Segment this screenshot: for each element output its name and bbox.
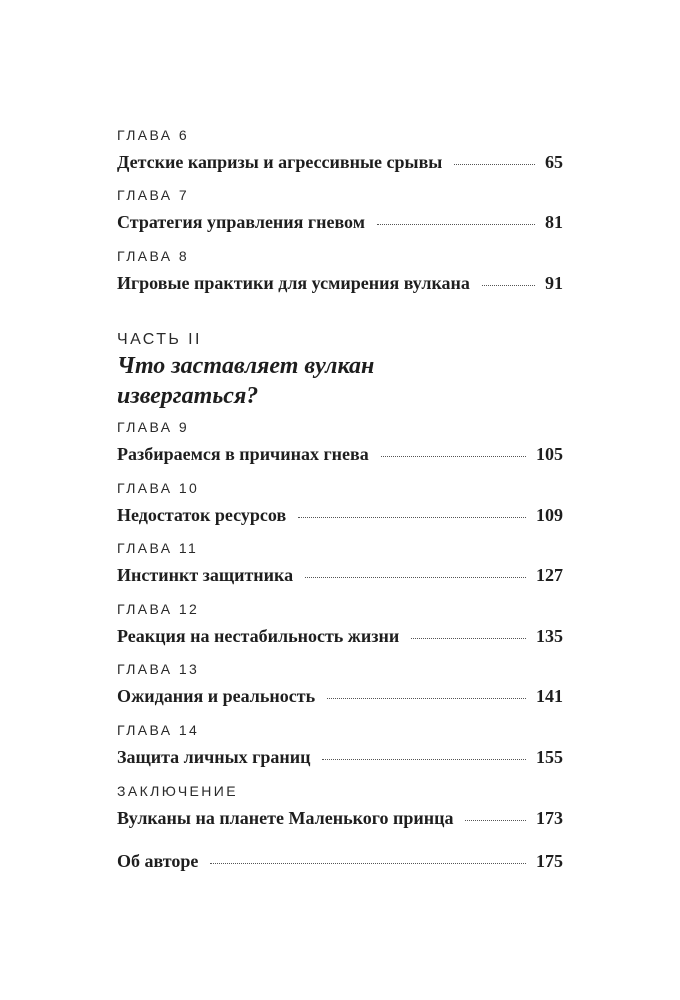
- toc-entry-chapter-12[interactable]: [117, 601, 563, 647]
- dot-leader: [210, 862, 526, 864]
- dot-leader: [305, 576, 526, 578]
- chapter-label: ГЛАВА 9: [117, 419, 190, 435]
- chapter-title: Недостаток ресурсов: [117, 505, 287, 525]
- part-label: ЧАСТЬ II: [117, 331, 202, 348]
- toc-part-2[interactable]: [117, 331, 563, 411]
- page-number: 109: [536, 505, 563, 525]
- toc-entry-chapter-10[interactable]: [117, 480, 563, 526]
- toc-entry-conclusion[interactable]: [117, 783, 563, 829]
- dot-leader: [381, 455, 526, 457]
- toc-entry-chapter-9[interactable]: [117, 419, 563, 465]
- chapter-label: ГЛАВА 12: [117, 601, 200, 617]
- dot-leader: [377, 223, 535, 225]
- dot-leader: [454, 163, 535, 165]
- page-number: 173: [536, 808, 563, 828]
- chapter-title: Ожидания и реальность: [117, 686, 316, 706]
- dot-leader: [322, 758, 526, 760]
- chapter-label: ГЛАВА 11: [117, 540, 199, 556]
- dot-leader: [298, 516, 526, 518]
- chapter-title: Игровые практики для усмирения вулкана: [117, 273, 470, 293]
- page-number: 155: [536, 747, 563, 767]
- dot-leader: [327, 697, 526, 699]
- page-number: 141: [536, 686, 563, 706]
- page-number: 81: [545, 212, 563, 232]
- toc-entry-chapter-14[interactable]: [117, 722, 563, 768]
- page-number: 127: [536, 565, 563, 585]
- page-number: 91: [545, 273, 563, 293]
- chapter-title: Инстинкт защитника: [117, 565, 294, 585]
- conclusion-label: ЗАКЛЮЧЕНИЕ: [117, 783, 238, 799]
- page-number: 65: [545, 152, 563, 172]
- page-number: 105: [536, 444, 563, 464]
- chapter-label: ГЛАВА 8: [117, 248, 190, 264]
- chapter-title: Детские капризы и агрессивные срывы: [117, 152, 443, 172]
- chapter-label: ГЛАВА 6: [117, 127, 190, 143]
- page-number: 135: [536, 626, 563, 646]
- toc-entry-chapter-8[interactable]: [117, 248, 563, 294]
- dot-leader: [411, 637, 526, 639]
- chapter-title: Реакция на нестабильность жизни: [117, 626, 400, 646]
- toc-entry-chapter-6[interactable]: [117, 127, 563, 173]
- chapter-label: ГЛАВА 13: [117, 661, 200, 677]
- conclusion-title: Вулканы на планете Маленького принца: [117, 808, 454, 828]
- chapter-title: Стратегия управления гневом: [117, 212, 365, 232]
- chapter-title: Разбираемся в причинах гнева: [117, 444, 369, 464]
- toc-entry-chapter-11[interactable]: [117, 540, 563, 586]
- toc-entry-about-author[interactable]: [117, 842, 563, 872]
- part-title: Что заставляет вулкан извергаться?: [117, 353, 375, 409]
- chapter-label: ГЛАВА 10: [117, 480, 200, 496]
- page-number: 175: [536, 851, 563, 871]
- about-author-title: Об авторе: [117, 851, 199, 871]
- dot-leader: [465, 819, 526, 821]
- chapter-label: ГЛАВА 7: [117, 187, 190, 203]
- toc-entry-chapter-7[interactable]: [117, 187, 563, 233]
- toc-entry-chapter-13[interactable]: [117, 661, 563, 707]
- chapter-label: ГЛАВА 14: [117, 722, 200, 738]
- dot-leader: [482, 284, 535, 286]
- chapter-title: Защита личных границ: [117, 747, 311, 767]
